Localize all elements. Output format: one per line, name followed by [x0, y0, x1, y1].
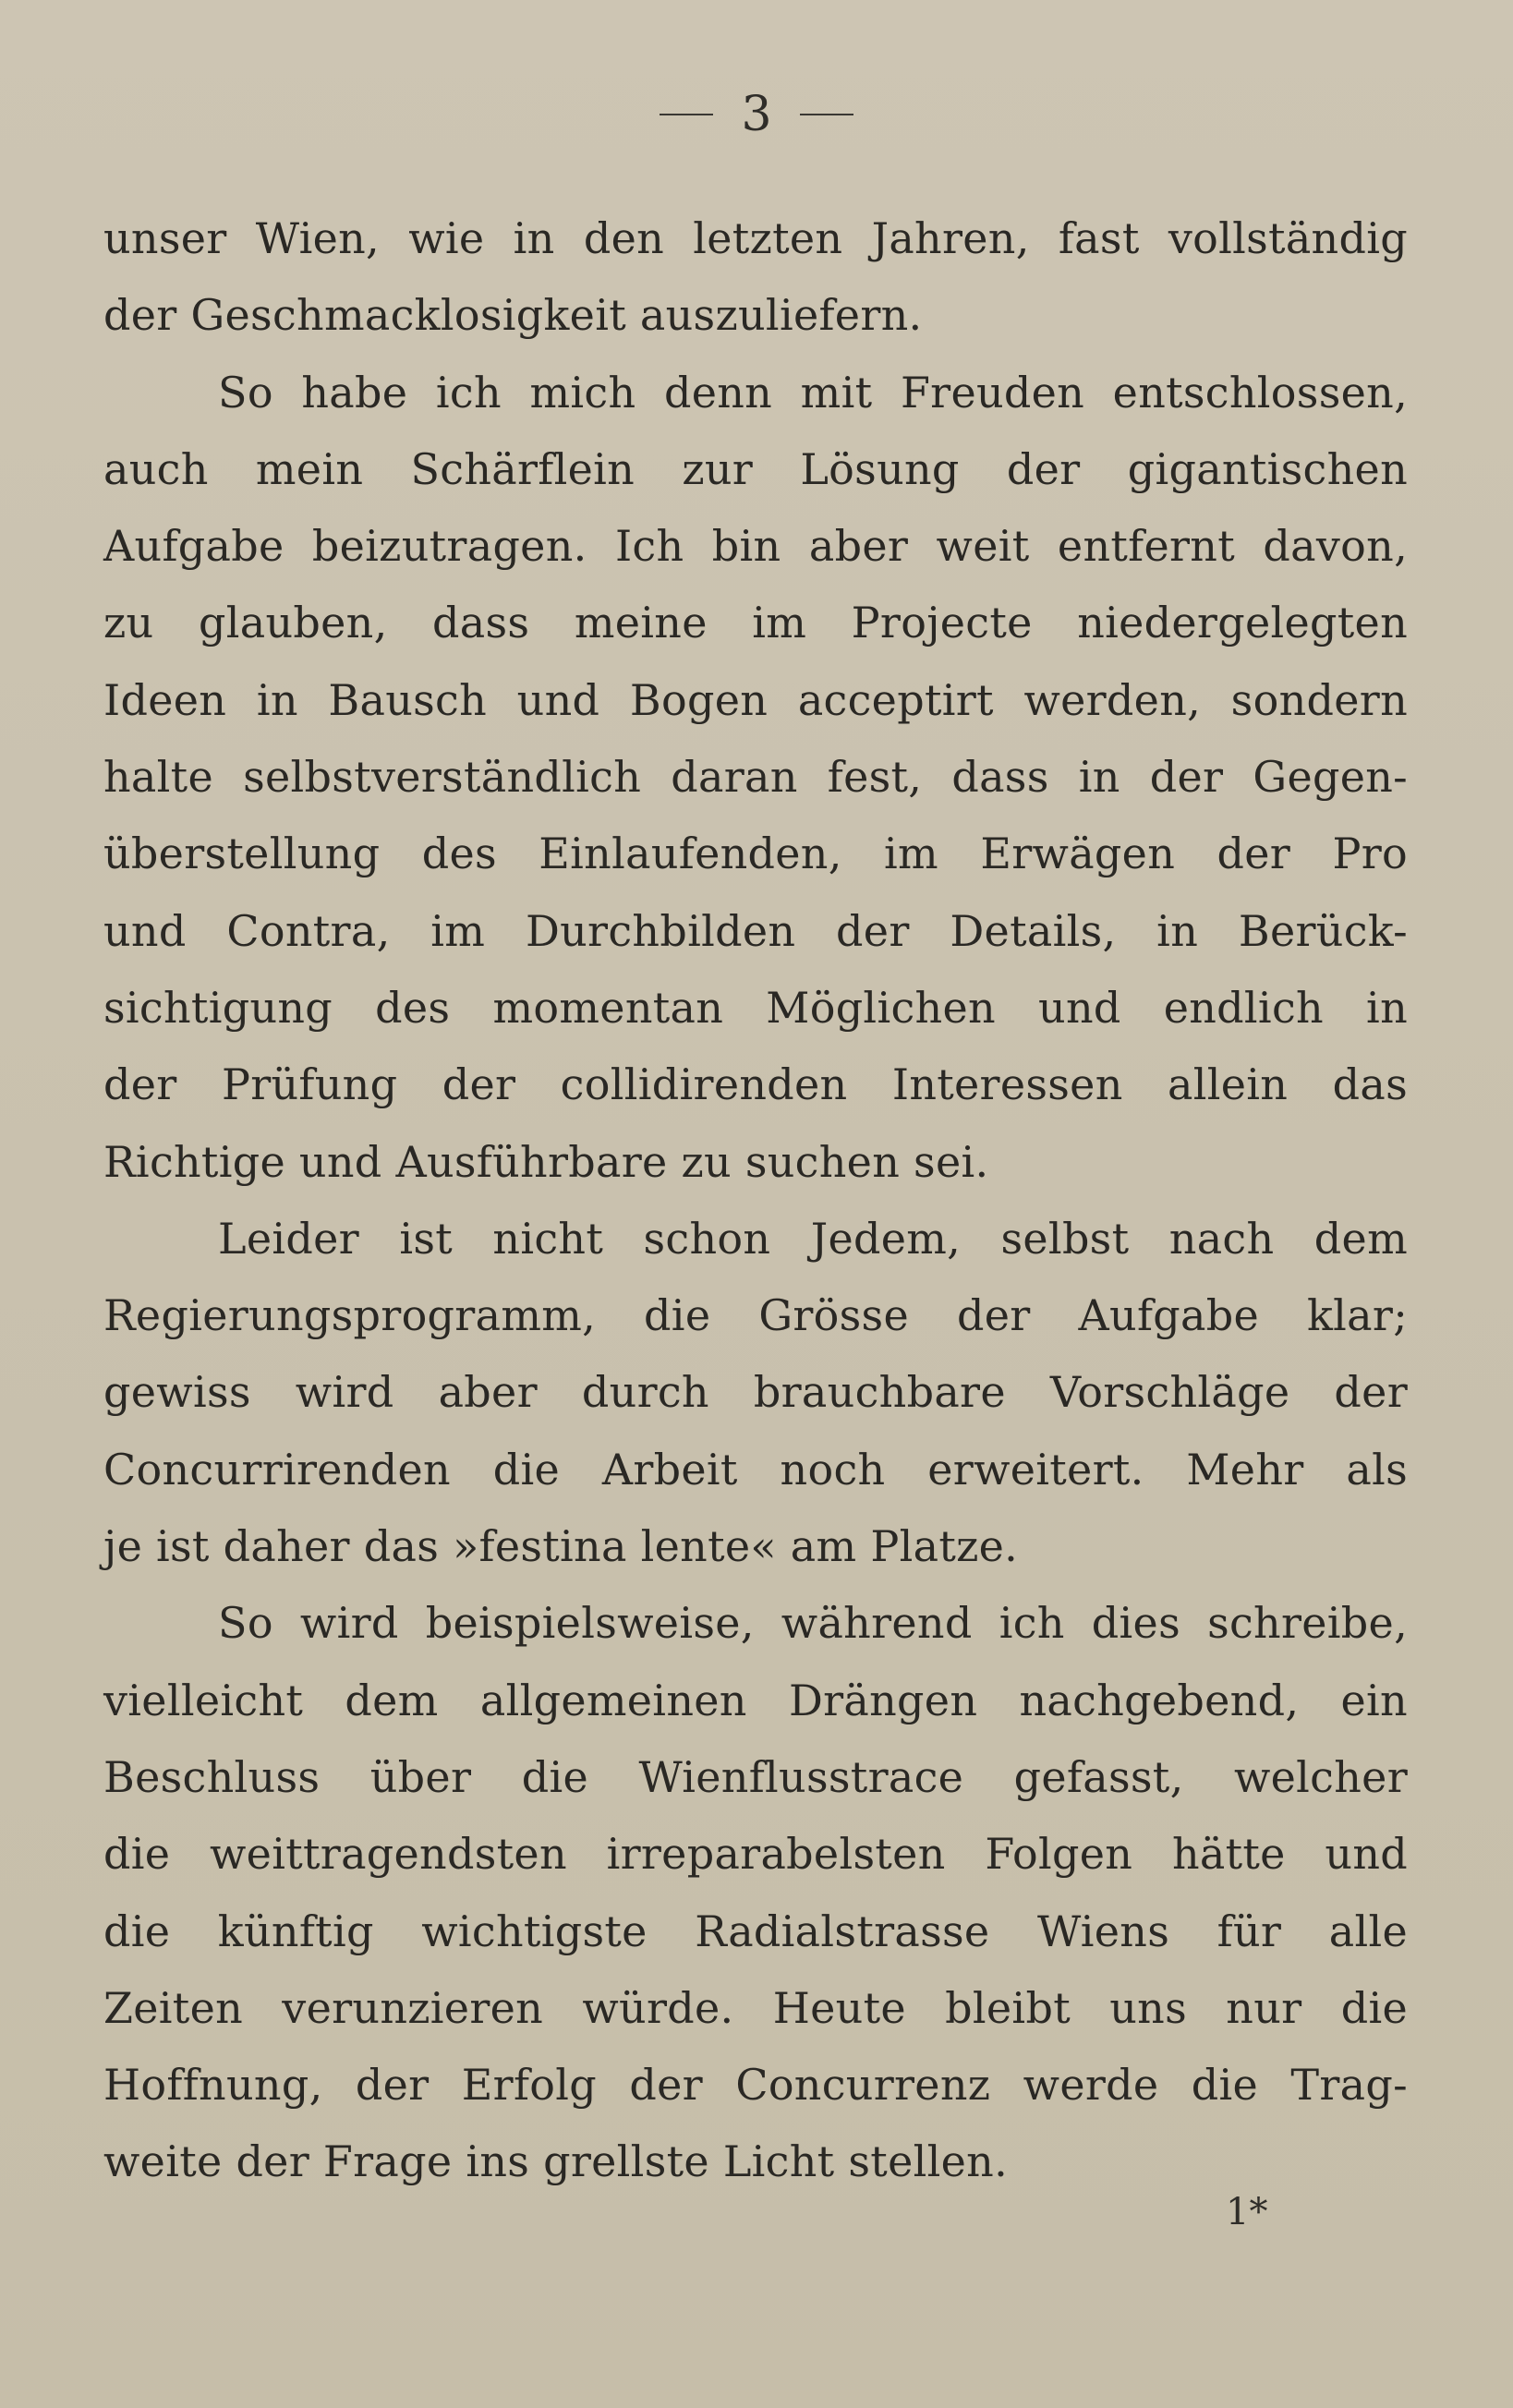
- text-line: der Prüfung der collidirenden Interessen allein das: [103, 1059, 1408, 1110]
- header-dash-left: [660, 114, 713, 115]
- text-line: Richtige und Ausführbare zu suchen sei.: [103, 1136, 989, 1187]
- page-number: 3: [741, 87, 772, 142]
- text-line: Ideen in Bausch und Bogen acceptirt werden, sondern: [103, 674, 1408, 725]
- text-line: gewiss wird aber durch brauchbare Vorschläge der: [103, 1367, 1408, 1418]
- text-line: Aufgabe beizutragen. Ich bin aber weit entfernt davon,: [103, 521, 1408, 572]
- text-line: Concurrirenden die Arbeit noch erweitert. Mehr als: [103, 1444, 1408, 1494]
- text-line: So habe ich mich denn mit Freuden entschlossen,: [218, 367, 1408, 417]
- text-line: Hoffnung, der Erfolg der Concurrenz werde die Trag-: [103, 2060, 1408, 2111]
- text-line: weite der Frage ins grellste Licht stellen.: [103, 2136, 1008, 2187]
- text-line: halte selbstverständlich daran fest, dass in der Gegen-: [103, 752, 1408, 803]
- text-line: die künftig wichtigste Radialstrasse Wiens für alle: [103, 1906, 1408, 1956]
- body-text: [103, 200, 1408, 2201]
- text-line: auch mein Schärflein zur Lösung der gigantischen: [103, 443, 1408, 494]
- text-line: Beschluss über die Wienflusstrace gefasst, welcher: [103, 1751, 1408, 1802]
- text-line: zu glauben, dass meine im Projecte niedergelegten: [103, 598, 1408, 648]
- text-line: Zeiten verunzieren würde. Heute bleibt uns nur die: [103, 1982, 1408, 2033]
- text-line: der Geschmacklosigkeit auszuliefern.: [103, 290, 923, 341]
- text-line: vielleicht dem allgemeinen Drängen nachgebend, ein: [103, 1675, 1408, 1725]
- text-line: je ist daher das »festina lente« am Platze.: [103, 1521, 1019, 1572]
- header-dash-right: [800, 114, 853, 115]
- text-line: Leider ist nicht schon Jedem, selbst nach dem: [218, 1213, 1408, 1264]
- text-line: unser Wien, wie in den letzten Jahren, fast vollständig: [103, 213, 1408, 263]
- text-line: Regierungsprogramm, die Grösse der Aufgabe klar;: [103, 1290, 1408, 1341]
- text-line: überstellung des Einlaufenden, im Erwägen der Pro: [103, 829, 1408, 879]
- text-line: und Contra, im Durchbilden der Details, in Berück-: [103, 905, 1408, 956]
- page-header: [0, 87, 1513, 142]
- text-line: So wird beispielsweise, während ich dies schreibe,: [218, 1598, 1408, 1649]
- signature-mark: 1*: [1226, 2191, 1268, 2233]
- text-line: sichtigung des momentan Möglichen und endlich in: [103, 982, 1408, 1033]
- text-line: die weittragendsten irreparabelsten Folgen hätte und: [103, 1829, 1408, 1880]
